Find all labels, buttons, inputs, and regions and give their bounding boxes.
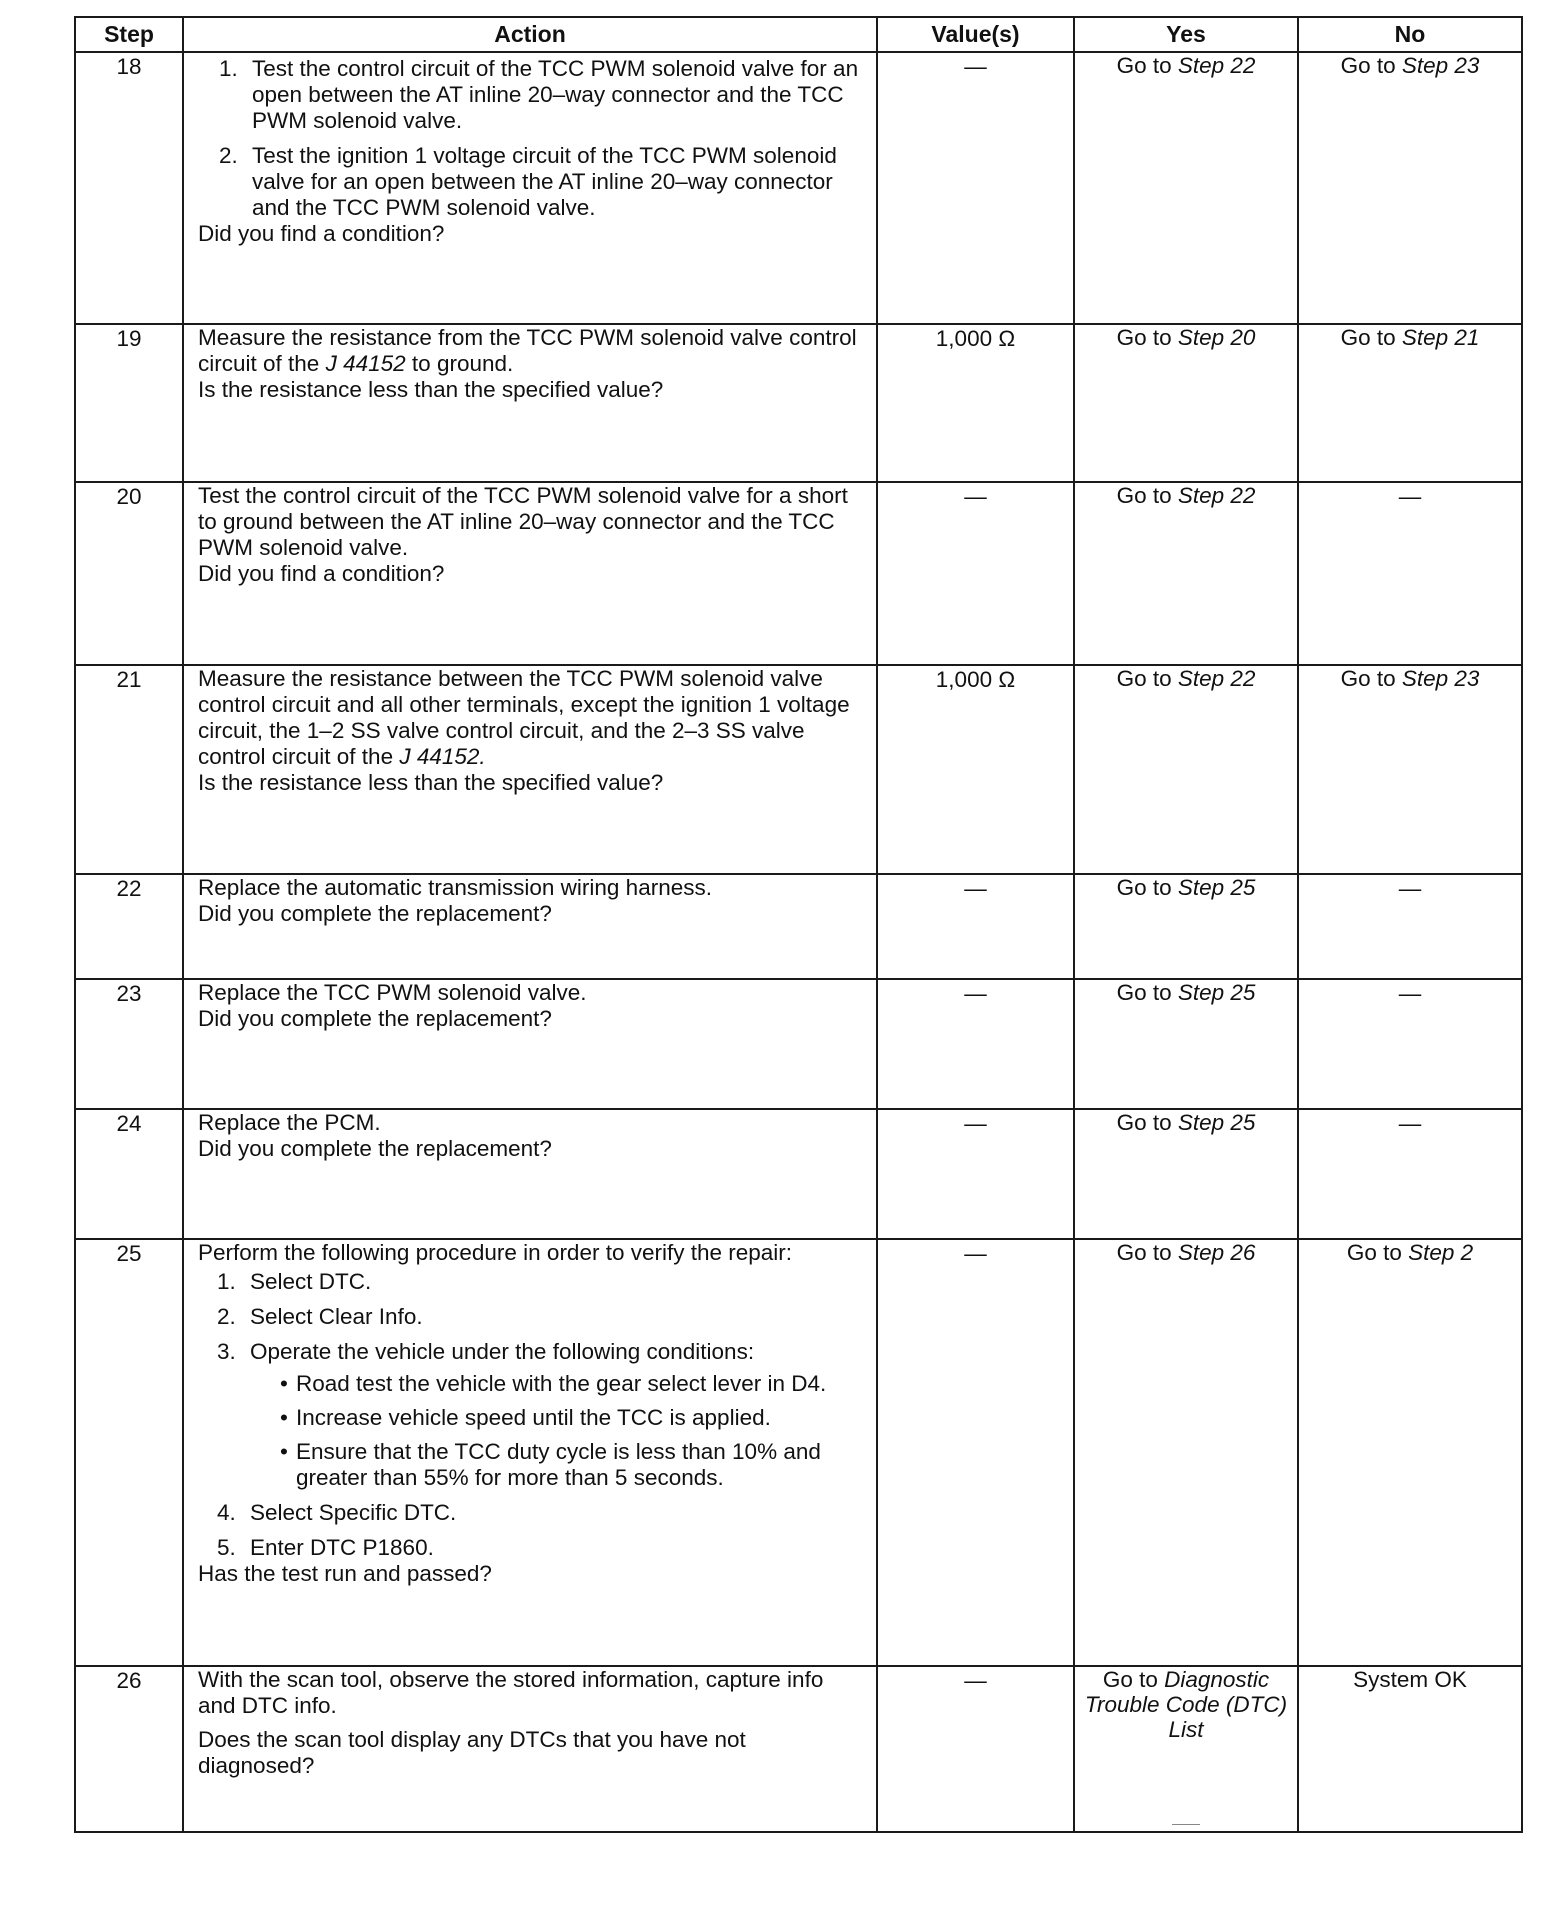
value-cell: — (877, 482, 1074, 665)
action-question: Did you find a condition? (198, 221, 445, 246)
table-row-step-19 (75, 324, 1522, 482)
table-row-step-26 (75, 1666, 1522, 1832)
action-text (198, 325, 866, 377)
diagnostic-table (74, 16, 1523, 1833)
action-question: Did you find a condition? (198, 561, 445, 586)
no-cell: — (1298, 979, 1522, 1109)
action-text-start: Measure the resistance from the TCC PWM solenoid valve control circuit of the (198, 325, 857, 376)
action-list (198, 56, 866, 221)
bullet-item: • Increase vehicle speed until the TCC is applied. (280, 1405, 866, 1431)
action-text-end: to ground. (411, 351, 514, 376)
step-number: 18 (75, 52, 183, 324)
no-cell: System OK (1298, 1666, 1522, 1832)
yes-target: Step 25 (1177, 980, 1256, 1005)
no-cell: — (1298, 482, 1522, 665)
no-cell: — (1298, 1109, 1522, 1239)
yes-target: Diagnostic Trouble Code (DTC) List (1084, 1667, 1288, 1742)
step-number: 20 (75, 482, 183, 665)
no-target: Step 23 (1401, 666, 1480, 691)
goto-label: Go to (1116, 980, 1172, 1005)
no-cell (1298, 1239, 1522, 1666)
value-cell: — (877, 874, 1074, 979)
goto-label: Go to (1340, 325, 1396, 350)
table-row-step-22 (75, 874, 1522, 979)
table-row-step-18 (75, 52, 1522, 324)
action-cell (183, 874, 877, 979)
tool-number: J 44152. (399, 744, 486, 769)
action-cell (183, 1239, 877, 1666)
header-step: Step (75, 17, 183, 52)
list-item: 1. Test the control circuit of the TCC PWM solenoid valve for an open between the AT inline 20–way connector and the TCC PWM solenoid valve. (244, 56, 866, 134)
no-cell (1298, 52, 1522, 324)
yes-target: Step 22 (1177, 483, 1256, 508)
list-item: 5. Enter DTC P1860. (242, 1535, 866, 1561)
action-text: Replace the PCM. (198, 1110, 381, 1135)
goto-label: Go to (1340, 666, 1396, 691)
action-cell (183, 1109, 877, 1239)
yes-target: Step 26 (1177, 1240, 1256, 1265)
value-cell: — (877, 52, 1074, 324)
action-question: Did you complete the replacement? (198, 1136, 552, 1161)
procedure-list (198, 1269, 866, 1561)
yes-cell (1074, 1239, 1298, 1666)
goto-label: Go to (1346, 1240, 1402, 1265)
yes-target: Step 22 (1177, 666, 1256, 691)
action-cell (183, 324, 877, 482)
goto-label: Go to (1116, 53, 1172, 78)
goto-label: Go to (1116, 1110, 1172, 1135)
table-row-step-21 (75, 665, 1522, 874)
value-cell: — (877, 1109, 1074, 1239)
yes-cell (1074, 874, 1298, 979)
list-item-text: Operate the vehicle under the following conditions: (250, 1339, 755, 1364)
value-cell: — (877, 1239, 1074, 1666)
goto-label: Go to (1116, 875, 1172, 900)
condition-bullets (250, 1371, 866, 1491)
table-row-step-20 (75, 482, 1522, 665)
yes-cell (1074, 665, 1298, 874)
action-question: Does the scan tool display any DTCs that you have not diagnosed? (198, 1727, 746, 1778)
action-cell (183, 52, 877, 324)
table-row-step-24 (75, 1109, 1522, 1239)
yes-target: Step 20 (1177, 325, 1256, 350)
header-values: Value(s) (877, 17, 1074, 52)
list-item: 1. Select DTC. (242, 1269, 866, 1295)
action-text: Replace the automatic transmission wiring harness. (198, 875, 712, 900)
value-cell: 1,000 Ω (877, 324, 1074, 482)
step-number: 21 (75, 665, 183, 874)
value-cell: — (877, 1666, 1074, 1832)
step-number: 22 (75, 874, 183, 979)
list-item: 2. Test the ignition 1 voltage circuit of the TCC PWM solenoid valve for an open between the AT inline 20–way connector and the TCC PWM solenoid valve. (244, 143, 866, 221)
step-number: 24 (75, 1109, 183, 1239)
list-item (242, 1339, 866, 1491)
yes-cell (1074, 1109, 1298, 1239)
header-row (75, 17, 1522, 52)
value-cell: — (877, 979, 1074, 1109)
step-number: 19 (75, 324, 183, 482)
action-text: Test the control circuit of the TCC PWM solenoid valve for a short to ground between the AT inline 20–way connector and the TCC PWM solenoid valve. (198, 483, 848, 560)
header-action: Action (183, 17, 877, 52)
step-number: 26 (75, 1666, 183, 1832)
goto-label: Go to (1116, 483, 1172, 508)
list-item: 4. Select Specific DTC. (242, 1500, 866, 1526)
yes-target: Step 25 (1177, 1110, 1256, 1135)
yes-cell (1074, 979, 1298, 1109)
yes-target: Step 25 (1177, 875, 1256, 900)
goto-label: Go to (1116, 1240, 1172, 1265)
action-cell (183, 1666, 877, 1832)
value-cell: 1,000 Ω (877, 665, 1074, 874)
action-text-start: Measure the resistance between the TCC PWM solenoid valve control circuit and all other terminals, except the ignition 1 voltage circuit, the 1–2 SS valve control circuit, and the 2–3 SS valve control circuit of the (198, 666, 850, 769)
yes-cell (1074, 324, 1298, 482)
yes-cell (1074, 1666, 1298, 1832)
header-yes: Yes (1074, 17, 1298, 52)
goto-label: Go to (1340, 53, 1396, 78)
action-question: Did you complete the replacement? (198, 1006, 552, 1031)
no-cell (1298, 665, 1522, 874)
no-target: Step 23 (1401, 53, 1480, 78)
bullet-item: • Ensure that the TCC duty cycle is less than 10% and greater than 55% for more than 5 seconds. (280, 1439, 866, 1491)
tool-number: J 44152 (325, 351, 406, 376)
step-number: 23 (75, 979, 183, 1109)
step-number: 25 (75, 1239, 183, 1666)
goto-label: Go to (1102, 1667, 1158, 1692)
faint-mark (1172, 1824, 1200, 1825)
action-text: With the scan tool, observe the stored information, capture info and DTC info. (198, 1667, 824, 1718)
no-cell: — (1298, 874, 1522, 979)
goto-label: Go to (1116, 325, 1172, 350)
yes-cell (1074, 482, 1298, 665)
action-cell (183, 979, 877, 1109)
action-cell (183, 482, 877, 665)
action-question: Has the test run and passed? (198, 1561, 492, 1586)
action-cell (183, 665, 877, 874)
no-cell (1298, 324, 1522, 482)
list-item: 2. Select Clear Info. (242, 1304, 866, 1330)
action-question: Is the resistance less than the specified value? (198, 377, 664, 402)
no-target: Step 2 (1408, 1240, 1474, 1265)
table-row-step-25 (75, 1239, 1522, 1666)
action-question: Did you complete the replacement? (198, 901, 552, 926)
no-target: Step 21 (1401, 325, 1480, 350)
yes-cell (1074, 52, 1298, 324)
action-question: Is the resistance less than the specified value? (198, 770, 664, 795)
action-text (198, 666, 866, 770)
header-no: No (1298, 17, 1522, 52)
yes-target: Step 22 (1177, 53, 1256, 78)
table-row-step-23 (75, 979, 1522, 1109)
action-text: Replace the TCC PWM solenoid valve. (198, 980, 587, 1005)
action-intro: Perform the following procedure in order to verify the repair: (198, 1240, 793, 1265)
bullet-item: • Road test the vehicle with the gear select lever in D4. (280, 1371, 866, 1397)
goto-label: Go to (1116, 666, 1172, 691)
